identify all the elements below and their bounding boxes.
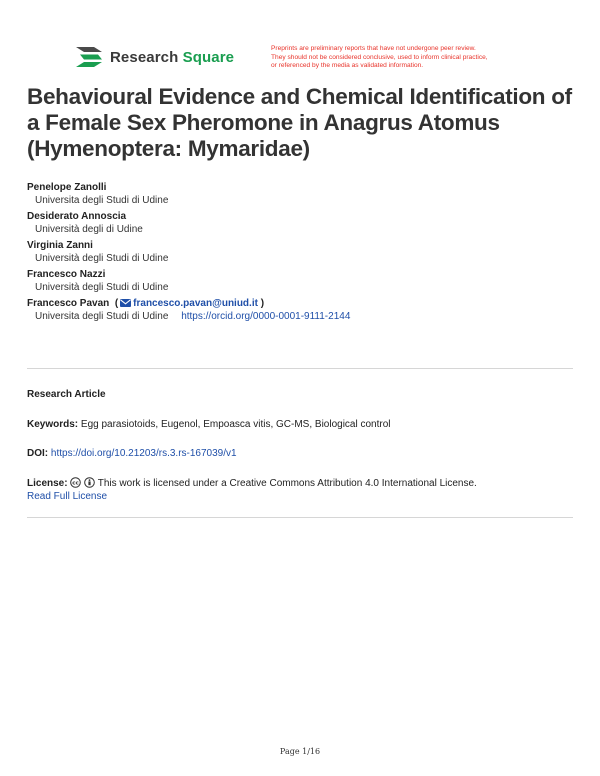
- title-line: a Female Sex Pheromone in Anagrus Atomus: [27, 110, 500, 135]
- author-name: Desiderato Annoscia: [27, 211, 127, 222]
- keywords-label: Keywords:: [27, 419, 79, 430]
- keywords-value: Egg parasiotoids, Eugenol, Empoasca vitis, GC-MS, Biological control: [80, 419, 391, 430]
- article-type: Research Article: [27, 389, 106, 400]
- license-label: License:: [27, 478, 68, 489]
- notice-line: Preprints are preliminary reports that have not undergone peer review.: [271, 45, 476, 52]
- envelope-icon: [120, 299, 131, 307]
- author-affiliation: Università degli Studi di Udine: [35, 282, 169, 293]
- notice-line: They should not be considered conclusive, used to inform clinical practice,: [271, 53, 488, 61]
- read-full-license-link[interactable]: Read Full License: [27, 491, 108, 502]
- author-entry: [27, 239, 587, 265]
- author-entry: [27, 181, 587, 207]
- research-square-logo-icon: [76, 47, 102, 67]
- author-affiliation: Università degli Studi di Udine: [35, 253, 169, 264]
- author-list: [27, 181, 587, 326]
- license-text: This work is licensed under a Creative Commons Attribution 4.0 International License.: [97, 478, 477, 489]
- author-entry: [27, 210, 587, 236]
- title-line: (Hymenoptera: Mymaridae): [27, 136, 310, 161]
- title-line: Behavioural Evidence and Chemical Identification of: [27, 84, 572, 109]
- brand-name: Research Square: [110, 48, 235, 66]
- notice-line: or referenced by the media as validated information.: [271, 62, 424, 70]
- license-line: [27, 477, 573, 503]
- orcid-link[interactable]: https://orcid.org/0000-0001-9111-2144: [181, 311, 351, 322]
- author-name: Virginia Zanni: [27, 240, 93, 251]
- creative-commons-icon: [70, 477, 81, 488]
- keywords-line: [27, 418, 573, 431]
- page-number: Page 1/16: [279, 747, 321, 756]
- research-square-logo[interactable]: [76, 47, 234, 67]
- divider: [27, 368, 573, 369]
- doi-line: [27, 447, 573, 460]
- doi-label: DOI:: [27, 448, 49, 459]
- svg-text:cc: cc: [72, 480, 80, 487]
- paren-close: ): [257, 298, 265, 309]
- preprint-notice: [271, 45, 541, 71]
- author-name: Francesco Nazzi: [27, 269, 106, 280]
- author-affiliation: Università degli di Udine: [35, 224, 143, 235]
- author-email-link[interactable]: francesco.pavan@uniud.it: [133, 298, 258, 309]
- author-affiliation: Universita degli Studi di Udine: [35, 195, 169, 206]
- paren-open: (: [112, 298, 119, 309]
- attribution-icon: [84, 477, 95, 488]
- divider: [27, 517, 573, 518]
- author-affiliation-row: [27, 310, 587, 323]
- author-name: Penelope Zanolli: [27, 182, 107, 193]
- paper-title: [27, 84, 587, 162]
- corresponding-author: [27, 297, 587, 310]
- author-name: Francesco Pavan: [27, 298, 110, 309]
- author-entry: [27, 268, 587, 294]
- author-affiliation: Universita degli Studi di Udine: [35, 311, 169, 322]
- author-entry: [27, 297, 587, 323]
- doi-link[interactable]: https://doi.org/10.21203/rs.3.rs-167039/v1: [50, 448, 237, 459]
